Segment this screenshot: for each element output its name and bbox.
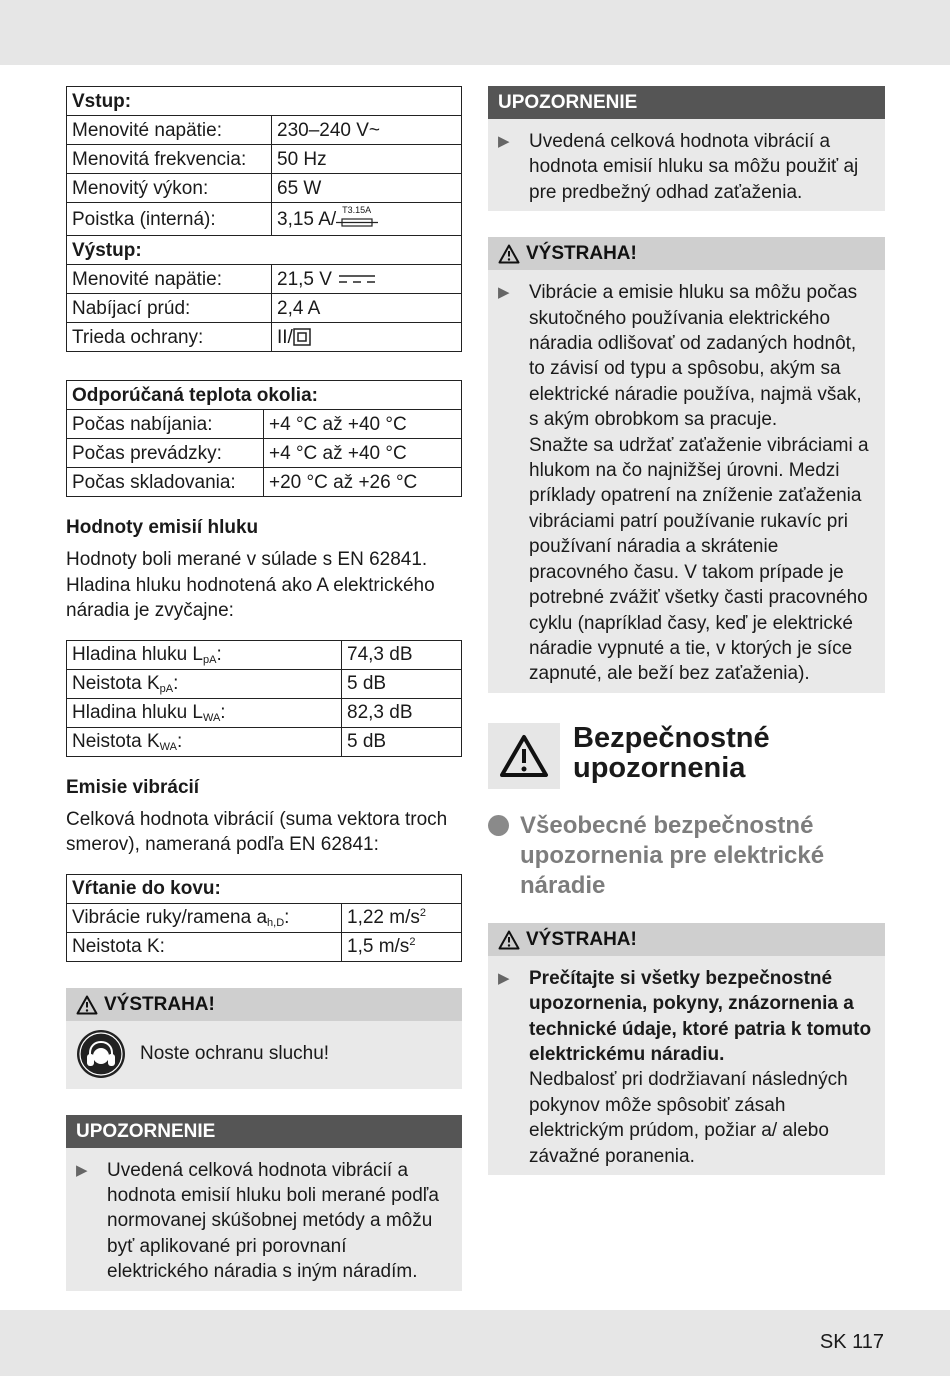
page-number: SK 117	[819, 1331, 884, 1353]
table-row: Počas prevádzky: +4 °C až +40 °C	[67, 439, 462, 468]
notice-right	[488, 86, 885, 211]
vibration-table	[66, 874, 462, 962]
section-subtitle: Všeobecné bezpečnostné upozornenia pre elektrické náradie	[488, 811, 885, 901]
bullet-arrow-icon: ▶	[498, 133, 510, 150]
noise-text: Hodnoty boli merané v súlade s EN 62841. Hladina hluku hodnotená ako A elektrického náradia je zvyčajne:	[66, 549, 435, 621]
general-warning-text: Nedbalosť pri dodržiavaní následných pokynov môže spôsobiť zásah elektrickým prúdom, požiar a/ alebo závažné poranenia.	[529, 1069, 848, 1167]
ear-protection-warning: VÝSTRAHA! Noste ochranu sluchu!	[66, 988, 462, 1089]
warning-triangle-icon	[76, 995, 98, 1015]
table-row: Neistota K: 1,5 $m/s^2$	[67, 932, 462, 961]
vibration-text: Celková hodnota vibrácií (suma vektora troch smerov), nameraná podľa EN 62841:	[66, 808, 448, 855]
warning-triangle-icon	[498, 930, 520, 950]
table-row: Počas skladovania: +20 °C až +26 °C	[67, 468, 462, 497]
table-row: Neistota $K_{pA}$: 5 dB	[67, 669, 462, 698]
table-row: Menovitý výkon: 65 W	[67, 174, 462, 203]
bullet-dot-icon	[488, 815, 509, 836]
table-row: Trieda ochrany: II/	[67, 323, 462, 352]
table-row: Hladina hluku $L_{WA}$: 82,3 dB	[67, 698, 462, 727]
warning-triangle-icon	[499, 734, 549, 778]
ear-protection-text: Noste ochranu sluchu!	[140, 1042, 330, 1064]
table-row: Menovité napätie: 21,5 V	[67, 265, 462, 294]
vibration-warning-text2: Snažte sa udržať zaťaženie vibráciami a hlukom na čo najnižšej úrovni. Medzi príklady opatrení na zníženie zaťaženia vibráciami patrí používanie rukavíc pri používaní náradia a skrátenie pracovného času. V takom prípade je potrebné zvážiť všetky časti pracovného cyklu (napríklad časy, keď je elektrické náradie vypnuté a tie, v ktorých je síce zapnuté, ale beží bez zaťaženia).	[529, 434, 869, 685]
table-row: Nabíjací prúd: 2,4 A	[67, 294, 462, 323]
notice-text: Uvedená celková hodnota vibrácií a hodnota emisií hluku sa môžu použiť aj pre predbežný odhad zaťaženia.	[529, 131, 859, 203]
bullet-arrow-icon: ▶	[76, 1161, 88, 1179]
table-row: Poistka (interná): 3,15 A/ T3.15A	[67, 203, 462, 236]
drilling-heading: Vŕtanie do kovu:	[67, 874, 462, 903]
fuse-icon: T3.15A	[336, 209, 380, 231]
bottom-band	[0, 1310, 950, 1376]
general-warning-bold: Prečítajte si všetky bezpečnostné upozornenia, pokyny, znázornenia a technické údaje, ktoré patria k tomuto elektrickému náradiu.	[529, 967, 872, 1065]
vibration-heading: Emisie vibrácií	[66, 776, 200, 798]
double-insulation-icon	[293, 328, 311, 346]
noise-heading: Hodnoty emisií hluku	[66, 517, 259, 538]
output-heading: Výstup:	[67, 236, 462, 265]
bullet-arrow-icon: ▶	[498, 284, 510, 302]
input-heading: Vstup:	[67, 87, 462, 116]
spec-table	[66, 86, 462, 352]
temperature-heading: Odporúčaná teplota okolia:	[67, 381, 462, 410]
dc-symbol-icon	[337, 272, 377, 286]
notice-left	[66, 1115, 462, 1291]
temperature-table	[66, 380, 462, 497]
notice-text: Uvedená celková hodnota vibrácií a hodnota emisií hluku boli merané podľa normovanej skúšobnej metódy a môžu byť aplikované pri porovnaní elektrického náradia s iným náradím.	[107, 1159, 439, 1283]
left-column	[66, 86, 462, 1291]
table-row: Hladina hluku $L_{pA}$: 74,3 dB	[67, 640, 462, 669]
table-row: Neistota $K_{WA}$: 5 dB	[67, 727, 462, 756]
table-row: Menovité napätie: 230–240 V~	[67, 116, 462, 145]
table-row: Menovitá frekvencia: 50 Hz	[67, 145, 462, 174]
general-warning: VÝSTRAHA! ▶ Prečítajte si všetky bezpečnostné upozornenia, pokyny, znázornenia a technické údaje, ktoré patria k tomuto elektrickému náradiu. Nedbalosť pri dodržiavaní následných pokynov môže spôsobiť zásah elektrickým prúdom, požiar a/ alebo závažné poranenia.	[488, 923, 885, 1175]
notice-heading: UPOZORNENIE	[66, 1115, 462, 1148]
right-column	[488, 86, 885, 1175]
vibration-warning-text1: Vibrácie a emisie hluku sa môžu počas skutočného používania elektrického náradia odlišovať od zadaných hodnôt, to závisí od typu a spôsobu, akým sa elektrické náradie používa, najmä však, s akým obrobkom sa pracuje.	[529, 282, 862, 431]
warning-triangle-icon	[498, 244, 520, 264]
hearing-protection-icon	[76, 1029, 126, 1079]
top-band	[0, 0, 950, 65]
table-row: Počas nabíjania: +4 °C až +40 °C	[67, 410, 462, 439]
noise-table	[66, 640, 462, 757]
bullet-arrow-icon: ▶	[498, 969, 510, 987]
section-title: Bezpečnostné upozornenia	[488, 723, 885, 789]
notice-heading: UPOZORNENIE	[488, 86, 885, 119]
table-row: Vibrácie ruky/ramena $a_{h,D}$: 1,22 $m/s^2$	[67, 903, 462, 932]
vibration-warning: VÝSTRAHA! ▶ Vibrácie a emisie hluku sa môžu počas skutočného používania elektrického náradia odlišovať od zadaných hodnôt, to závisí od typu a spôsobu, akým sa elektrické náradie používa, najmä však, s akým obrobkom sa pracuje. Snažte sa udržať zaťaženie vibráciami a hlukom na čo najnižšej úrovni. Medzi príklady opatrení na zníženie zaťaženia vibráciami patrí používanie rukavíc pri používaní náradia a skrátenie pracovného času. V takom prípade je potrebné zvážiť všetky časti pracovného cyklu (napríklad časy, keď je elektrické náradie vypnuté a tie, v ktorých je síce zapnuté, ale beží bez zaťaženia).	[488, 237, 885, 693]
